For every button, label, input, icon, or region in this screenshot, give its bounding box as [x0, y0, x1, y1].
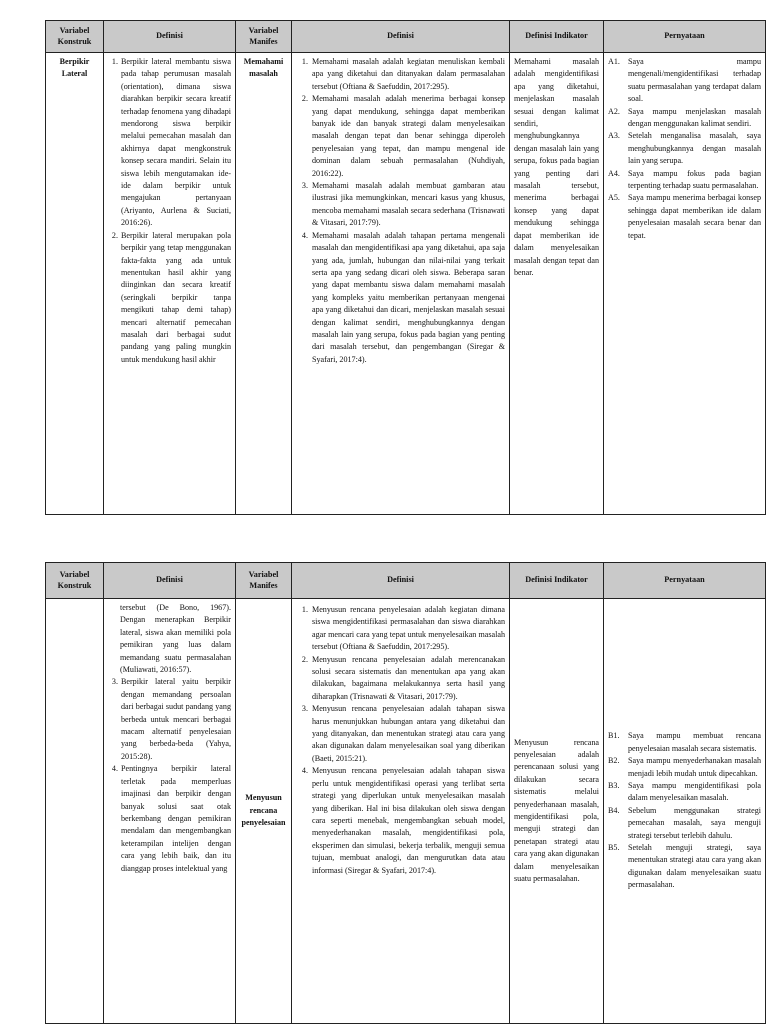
statement-item [608, 168, 761, 193]
konstruk-definition-list [108, 56, 231, 366]
konstruk-definition-cell [104, 599, 236, 1024]
statement-code: B2. [608, 756, 620, 766]
list-item: 4. Pentingnya berpikir lateral terletak pada memperluas imajinasi dan berpikir dengan banyak solusi saat otak berkembang dengan pemikiran mendalam dan mengembangkan keterampilan intelijen dengan cara yang lebih baik, dan itu dianggap proses intelektual yang [120, 763, 231, 875]
statement-text: Saya mampu mengenali/mengidentifikasi terhadap suatu permasalahan yang terdapat dalam soal. [628, 57, 761, 104]
konstruk-definition-cell [104, 53, 236, 515]
list-item: 1. Menyusun rencana penyelesaian adalah kegiatan dimana siswa mengidentifikasi permasalahan dan siswa diarahkan agar mencari cara yang tepat untuk menyelesaikan masalah tersebut (Oftiana & Saefuddin, 2017:295). [310, 604, 505, 654]
manifes-definition-list [296, 604, 505, 877]
manifes-definition-list [296, 56, 505, 366]
list-item: 1. Memahami masalah adalah kegiatan menuliskan kembali apa yang diketahui dan ditanyakan dalam permasalahan tersebut (Oftiana & Saefuddin, 2017:295). [310, 56, 505, 93]
table-2-header-row [46, 563, 766, 599]
manifes-definition-cell [292, 53, 510, 515]
header-variabel-manifes: Variabel Manifes [236, 563, 292, 599]
list-item: 2. Berpikir lateral merupakan pola berpikir yang tetap menggunakan fakta-fakta yang ada untuk menentukan hasil akhir yang diinginkan dan secara kreatif (seringkali berpikir tanpa mengikuti tahap demi tahap) mencari alternatif pemecahan masalah dari berbagai sudut pandang yang paling mungkin untuk mendukung hasil akhir [120, 230, 231, 366]
header-definisi-indikator: Definisi Indikator [510, 21, 604, 53]
header-pernyataan: Pernyataan [604, 563, 766, 599]
statement-item [608, 192, 761, 242]
statement-item [608, 56, 761, 106]
indikator-cell: Memahami masalah adalah mengidentifikasi apa yang diketahui, menjelaskan masalah sesuai dengan kalimat sendiri, menghubungkannya dengan masalah lain yang serupa, fokus pada bagian yang penting dari masalah tersebut, menerima berbagai konsep yang dapat mendukung sehingga dapat memberikan ide dalam menyelesaikan masalah dengan tepat dan benar. [510, 53, 604, 515]
table-1-body-row [46, 53, 766, 515]
statement-item [608, 106, 761, 131]
statement-text: Saya mampu menyederhanakan masalah menjadi lebih mudah untuk dipecahkan. [628, 756, 761, 778]
manifes-cell: Menyusun rencana penyelesaian [236, 599, 292, 1024]
statement-text: Saya mampu membuat rencana penyelesaian masalah secara sistematis. [628, 731, 761, 753]
statement-text: Setelah menganalisa masalah, saya menghubungkannya dengan masalah lain yang serupa. [628, 131, 761, 166]
list-item: 3. Menyusun rencana penyelesaian adalah tahapan siswa harus menunjukkan hubungan antara yang diketahui dan yang ditanyakan, dan menentukan strategi atau cara yang akan digunakan dalam menyelesaikan soal yang diberikan (Baeti, 2015:21). [310, 703, 505, 765]
table-1-header-row [46, 21, 766, 53]
statement-item [608, 780, 761, 805]
manifes-definition-cell [292, 599, 510, 1024]
statement-code: A3. [608, 131, 620, 141]
header-variabel-manifes: Variabel Manifes [236, 21, 292, 53]
header-pernyataan: Pernyataan [604, 21, 766, 53]
list-item: 2. Menyusun rencana penyelesaian adalah merencanakan solusi secara sistematis dan menentukan apa yang akan dilakukan, bagaimana melakukannya serta hasil yang diharapkan (Trisnawati & Vitasari, 2017:79). [310, 654, 505, 704]
table-2-body-row [46, 599, 766, 1024]
konstruk-continuation: tersebut (De Bono, 1967). Dengan menerapkan Berpikir lateral, siswa akan memiliki pola pemikiran yang luas dalam memandang suatu permasalahan (Muliawati, 2016:57). [120, 603, 231, 675]
konstruk-cell: Berpikir Lateral [46, 53, 104, 515]
statement-text: Saya mampu mengidentifikasi pola dalam menyelesaikan masalah. [628, 780, 761, 803]
indikator-cell: Menyusun rencana penyelesaian adalah perencanaan solusi yang dilakukan secara sistematis melalui penyederhanaan masalah, mengidentifikasi pola, menguji strategi dan penetapan strategi atau cara yang akan digunakan dalam menyelesaikan suatu permasalahan. [510, 599, 604, 1024]
list-item: 1. Berpikir lateral membantu siswa pada tahap perumusan masalah (orientation), dimana siswa diarahkan berpikir secara kreatif terhadap fenomena yang dihadapi mendorong siswa berpikir melalui pemecahan masalah dan akhirnya dapat mengkonstruk konsep secara mandiri. Selain itu siswa lebih mengutamakan ide-ide dalam berpikir untuk mengajukan pertanyaan (Ariyanto, Aurlena & Suciati, 2016:26). [120, 56, 231, 230]
konstruk-cell-empty [46, 599, 104, 1024]
statement-text: Saya mampu menerima berbagai konsep sehingga dapat memberikan ide dalam penyelesaian masalah secara benar dan tepat. [628, 193, 761, 240]
statement-code: A5. [608, 193, 620, 203]
header-variabel-konstruk: Variabel Konstruk [46, 21, 104, 53]
statement-text: Sebelum menggunakan strategi pemecahan masalah, saya menguji strategi tersebut terlebih dahulu. [628, 805, 761, 840]
header-definisi-indikator: Definisi Indikator [510, 563, 604, 599]
statement-item [608, 130, 761, 167]
table-1 [45, 20, 766, 515]
statement-item [608, 842, 761, 892]
statement-code: A1. [608, 57, 620, 66]
header-variabel-konstruk: Variabel Konstruk [46, 563, 104, 599]
statement-code: B5. [608, 843, 620, 853]
list-item: 3. Berpikir lateral yaitu berpikir dengan memandang persoalan dari berbagai sudut pandang yang berbeda untuk mencari berbagai macam alternatif penyelesaian yang berbeda-beda (Yahya, 2015:28). [120, 676, 231, 763]
statement-text: Saya mampu menjelaskan masalah dengan menggunakan kalimat sendiri. [628, 106, 761, 129]
list-item: 4. Memahami masalah adalah tahapan pertama mengenali masalah dan mengidentifikasi apa yang diketahui, apa saja yang ada, jumlah, hubungan dan nilai-nilai yang terkait serta apa yang sedang dicari oleh siswa. Beberapa saran yang dapat membantu siswa dalam memahami masalah yang kompleks yaitu memberikan pertanyaan mengenai apa yang diketahui dan dicari, menjelaskan masalah sesuai dengan kalimat sendiri, menghubungkannya dengan masalah lain yang serupa, fokus pada bagian yang penting dari masalah tersebut, dan pengembangan (Siregar & Syafari, 2017:4). [310, 230, 505, 366]
statement-code: B3. [608, 780, 620, 790]
statement-text: Setelah menguji strategi, saya menentukan strategi atau cara yang akan digunakan dalam menyelesaikan suatu permasalahan. [628, 843, 761, 890]
statement-text: Saya mampu fokus pada bagian terpenting terhadap suatu permasalahan. [628, 168, 761, 191]
statement-item [608, 730, 761, 755]
pernyataan-cell [604, 599, 766, 1024]
header-definisi: Definisi [104, 563, 236, 599]
statement-code: B1. [608, 731, 620, 741]
table-2 [45, 562, 766, 1024]
statement-code: A4. [608, 168, 620, 178]
list-item: 3. Memahami masalah adalah membuat gambaran atau ilustrasi jika memungkinkan, mencari kasus yang khusus, mencoba memahami masalah secara sederhana (Trisnawati & Vitasari, 2017:79). [310, 180, 505, 230]
statement-item [608, 755, 761, 780]
statement-code: B4. [608, 805, 620, 815]
list-item: 2. Memahami masalah adalah menerima berbagai konsep yang dapat mendukung, sehingga dapat memberikan banyak ide dan banyak strategi dalam menyelesaikan masalah dengan tepat dan benar sehingga diperoleh penyelesaian yang tepat, dan mampu mengenal ide dominan dalam sebuah permasalahan (Nuhdiyah, 2016:22). [310, 93, 505, 180]
statement-code: A2. [608, 106, 620, 116]
statement-item [608, 805, 761, 842]
header-definisi-2: Definisi [292, 21, 510, 53]
list-item: 4. Menyusun rencana penyelesaian adalah tahapan siswa perlu untuk mengidentifikasi operasi yang terlibat serta strategi yang diperlukan untuk menyelesaikan masalah yang diberikan. Hal ini bisa dilakukan oleh siswa dengan cara seperti menebak, mengembangkan sebuah model, menyederhanakan masalah, mengidentifikasi pola, eksperimen dan simulasi, bekerja terbalik, menguji semua tujuan, membuat analogi, dan mengurutkan data atau informasi (Siregar & Syafari, 2017:4). [310, 765, 505, 877]
header-definisi-2: Definisi [292, 563, 510, 599]
konstruk-definition-list [108, 676, 231, 875]
header-definisi: Definisi [104, 21, 236, 53]
manifes-cell: Memahami masalah [236, 53, 292, 515]
pernyataan-cell [604, 53, 766, 515]
